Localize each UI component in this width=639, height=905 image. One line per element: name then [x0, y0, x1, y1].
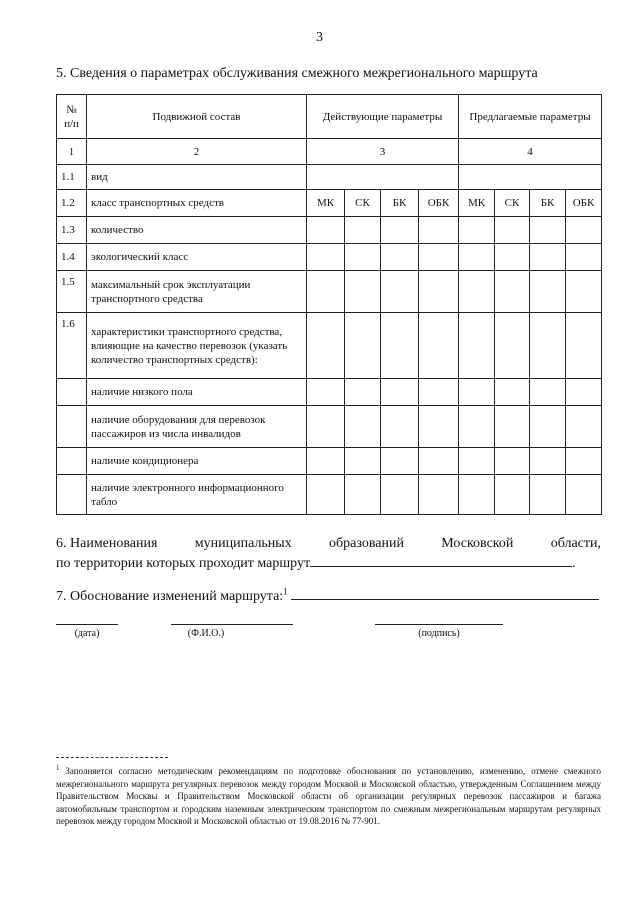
table-row: [57, 475, 602, 515]
footnote-ref: 1: [283, 586, 288, 597]
section-6-heading: [56, 535, 601, 553]
section-6-word: области,: [550, 536, 601, 551]
input-cell[interactable]: [530, 313, 566, 379]
signature-label: (подпись): [418, 628, 460, 639]
section-6-end: .: [572, 556, 576, 571]
class-cell: БК: [381, 190, 419, 217]
input-cell[interactable]: [381, 448, 419, 475]
section-6-line2: [56, 553, 601, 573]
input-cell[interactable]: [307, 244, 345, 271]
input-cell[interactable]: [345, 244, 381, 271]
input-cell[interactable]: [566, 448, 602, 475]
input-cell[interactable]: [495, 313, 530, 379]
row-num: 1.6: [57, 313, 87, 379]
input-cell[interactable]: [345, 271, 381, 313]
index-cell: 2: [87, 139, 307, 165]
input-cell[interactable]: [566, 379, 602, 406]
row-num: 1.4: [57, 244, 87, 271]
input-cell[interactable]: [459, 217, 495, 244]
row-label: наличие оборудования для перевозок пассажиров из числа инвалидов: [87, 406, 307, 448]
date-line[interactable]: [56, 624, 118, 625]
input-cell[interactable]: [459, 406, 495, 448]
input-cell[interactable]: [459, 313, 495, 379]
input-cell[interactable]: [459, 165, 602, 190]
footnote: [56, 762, 601, 828]
input-cell[interactable]: [307, 217, 345, 244]
input-cell[interactable]: [345, 379, 381, 406]
input-cell[interactable]: [381, 379, 419, 406]
input-cell[interactable]: [495, 448, 530, 475]
input-cell[interactable]: [495, 244, 530, 271]
input-cell[interactable]: [459, 379, 495, 406]
section-7: [56, 586, 599, 605]
row-label: наличие электронного информационного табло: [87, 475, 307, 515]
section-6-word: муниципальных: [194, 536, 292, 551]
header-num: № п/п: [57, 95, 87, 139]
input-cell[interactable]: [307, 313, 345, 379]
input-cell[interactable]: [419, 448, 459, 475]
input-cell[interactable]: [530, 379, 566, 406]
input-cell[interactable]: [381, 475, 419, 515]
index-row: [57, 139, 602, 165]
input-cell[interactable]: [307, 448, 345, 475]
municipalities-field[interactable]: [310, 553, 572, 567]
class-cell: БК: [530, 190, 566, 217]
row-num: 1.2: [57, 190, 87, 217]
input-cell[interactable]: [345, 406, 381, 448]
input-cell[interactable]: [345, 217, 381, 244]
input-cell[interactable]: [345, 313, 381, 379]
input-cell[interactable]: [419, 271, 459, 313]
input-cell[interactable]: [495, 271, 530, 313]
page-number: 3: [316, 30, 323, 45]
table-row: [57, 379, 602, 406]
row-num: 1.3: [57, 217, 87, 244]
section-6-word: образований: [329, 536, 404, 551]
input-cell[interactable]: [530, 448, 566, 475]
input-cell[interactable]: [381, 313, 419, 379]
input-cell[interactable]: [459, 475, 495, 515]
name-line[interactable]: [171, 624, 293, 625]
header-current-params: Действующие параметры: [307, 95, 459, 139]
input-cell[interactable]: [530, 406, 566, 448]
table-row: [57, 217, 602, 244]
row-label: наличие кондиционера: [87, 448, 307, 475]
input-cell[interactable]: [530, 217, 566, 244]
row-label: характеристики транспортного средства, влияющие на качество перевозок (указать количество транспортных средств):: [87, 313, 307, 379]
footnote-text: Заполняется согласно методическим рекомендациям по подготовке обоснования по установлению, изменению, отмене смежного межрегионального маршрута регулярных перевозок между городом Москвой и Московской областью, утвержденным Соглашением между Правительством Москвы и Правительством Московской области об организации регулярных перевозок пассажиров и багажа автомобильным транспортом и городским наземным электрическим транспортом по смежным межрегиональным маршрутам регулярных перевозок между городом Москвой и Московской областью от 19.08.2016 № 77-901.: [56, 766, 601, 826]
input-cell[interactable]: [307, 406, 345, 448]
input-cell[interactable]: [495, 475, 530, 515]
section-6-word: Московской: [441, 536, 514, 551]
section-6-word: 6. Наименования: [56, 536, 158, 551]
row-label: экологический класс: [87, 244, 307, 271]
input-cell[interactable]: [495, 406, 530, 448]
input-cell[interactable]: [419, 244, 459, 271]
table-row: [57, 313, 602, 379]
class-cell: ОБК: [566, 190, 602, 217]
table-row: [57, 165, 602, 190]
section-6: [56, 535, 601, 573]
row-num: 1.1: [57, 165, 87, 190]
row-label: максимальный срок эксплуатации транспортного средства: [87, 271, 307, 313]
header-row: [57, 95, 602, 139]
input-cell[interactable]: [530, 244, 566, 271]
signature-line[interactable]: [375, 624, 503, 625]
index-cell: 3: [307, 139, 459, 165]
row-num: [57, 379, 87, 406]
input-cell[interactable]: [459, 448, 495, 475]
row-num: [57, 406, 87, 448]
input-cell[interactable]: [530, 271, 566, 313]
index-cell: 4: [459, 139, 602, 165]
row-label: наличие низкого пола: [87, 379, 307, 406]
input-cell[interactable]: [381, 217, 419, 244]
input-cell[interactable]: [419, 217, 459, 244]
date-label: (дата): [74, 628, 100, 639]
input-cell[interactable]: [345, 448, 381, 475]
class-cell: МК: [459, 190, 495, 217]
input-cell[interactable]: [530, 475, 566, 515]
row-label: вид: [87, 165, 307, 190]
footnote-separator: [56, 757, 168, 758]
class-cell: ОБК: [419, 190, 459, 217]
header-rolling-stock: Подвижной состав: [87, 95, 307, 139]
input-cell[interactable]: [495, 217, 530, 244]
input-cell[interactable]: [495, 379, 530, 406]
input-cell[interactable]: [566, 217, 602, 244]
input-cell[interactable]: [381, 271, 419, 313]
input-cell[interactable]: [459, 271, 495, 313]
row-num: [57, 448, 87, 475]
input-cell[interactable]: [566, 244, 602, 271]
input-cell[interactable]: [419, 475, 459, 515]
table-row: [57, 190, 602, 217]
justification-field[interactable]: [291, 586, 599, 600]
input-cell[interactable]: [381, 244, 419, 271]
table-row: [57, 244, 602, 271]
header-proposed-params: Предлагаемые параметры: [459, 95, 602, 139]
section-5-title: 5. Сведения о параметрах обслуживания смежного межрегионального маршрута: [56, 66, 538, 81]
class-cell: МК: [307, 190, 345, 217]
class-cell: СК: [345, 190, 381, 217]
input-cell[interactable]: [419, 379, 459, 406]
row-num: 1.5: [57, 271, 87, 313]
input-cell[interactable]: [566, 271, 602, 313]
section-6-text: по территории которых проходит маршрут: [56, 556, 311, 571]
row-label: количество: [87, 217, 307, 244]
row-num: [57, 475, 87, 515]
parameters-table: [56, 94, 602, 515]
input-cell[interactable]: [307, 271, 345, 313]
input-cell[interactable]: [419, 406, 459, 448]
table-row: [57, 406, 602, 448]
section-7-title: 7. Обоснование изменений маршрута:: [56, 589, 284, 604]
input-cell[interactable]: [345, 475, 381, 515]
input-cell[interactable]: [566, 406, 602, 448]
input-cell[interactable]: [459, 244, 495, 271]
table-row: [57, 271, 602, 313]
input-cell[interactable]: [566, 475, 602, 515]
input-cell[interactable]: [307, 165, 459, 190]
class-cell: СК: [495, 190, 530, 217]
input-cell[interactable]: [381, 406, 419, 448]
table-row: [57, 448, 602, 475]
footnote-mark: 1: [56, 764, 60, 772]
name-label: (Ф.И.О.): [187, 628, 225, 639]
row-label: класс транспортных средств: [87, 190, 307, 217]
input-cell[interactable]: [307, 475, 345, 515]
input-cell[interactable]: [419, 313, 459, 379]
input-cell[interactable]: [566, 313, 602, 379]
input-cell[interactable]: [307, 379, 345, 406]
index-cell: 1: [57, 139, 87, 165]
